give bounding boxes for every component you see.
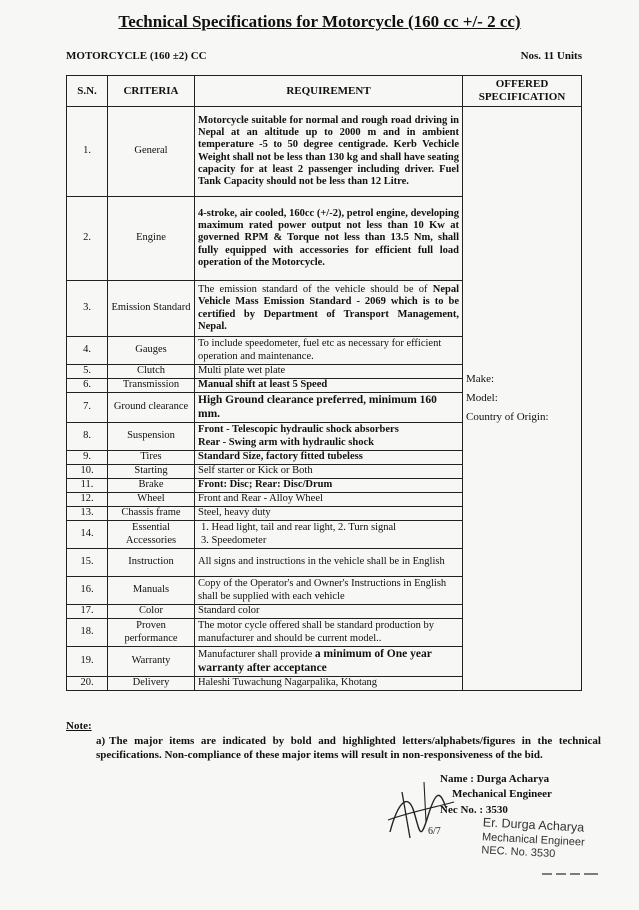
requirement-plain: The emission standard of the vehicle should be of — [198, 283, 433, 295]
row-sn: 8. — [67, 423, 108, 451]
row-criteria: Proven performance — [108, 619, 195, 647]
row-sn: 15. — [67, 549, 108, 577]
row-sn: 7. — [67, 393, 108, 423]
row-sn: 1. — [67, 107, 108, 197]
row-criteria: Gauges — [108, 337, 195, 365]
row-requirement: Copy of the Operator's and Owner's Instructions in English shall be supplied with each vehicle — [195, 577, 463, 605]
row-sn: 10. — [67, 465, 108, 479]
stamp-nec: NEC. No. 3530 — [481, 844, 556, 861]
note-text — [96, 734, 601, 763]
row-criteria: Instruction — [108, 549, 195, 577]
note-label: Note: — [66, 720, 92, 732]
table-row — [67, 107, 582, 197]
signatory-title: Mechanical Engineer — [452, 788, 552, 801]
row-requirement: Multi plate wet plate — [195, 365, 463, 379]
row-sn: 5. — [67, 365, 108, 379]
row-requirement: All signs and instructions in the vehicle shall be in English — [195, 549, 463, 577]
row-requirement: High Ground clearance preferred, minimum 160 mm. — [195, 393, 463, 423]
row-criteria: General — [108, 107, 195, 197]
header-criteria: CRITERIA — [108, 76, 195, 107]
signatory-nec: Nec No. : 3530 — [440, 803, 508, 816]
row-sn: 12. — [67, 493, 108, 507]
signatory-block — [440, 772, 552, 818]
row-criteria: Engine — [108, 197, 195, 281]
row-criteria: Ground clearance — [108, 393, 195, 423]
make-field: Make: — [466, 373, 495, 386]
row-sn: 14. — [67, 521, 108, 549]
row-criteria: Chassis frame — [108, 507, 195, 521]
row-criteria: Color — [108, 605, 195, 619]
row-sn: 6. — [67, 379, 108, 393]
requirement-bold: a minimum of One year warranty after acceptance — [198, 648, 432, 674]
signatory-name: Name : Durga Acharya — [440, 773, 550, 785]
row-criteria: Tires — [108, 451, 195, 465]
header-sn: S.N. — [67, 76, 108, 107]
row-requirement: The motor cycle offered shall be standard production by manufacturer and should be current model.. — [195, 619, 463, 647]
row-requirement — [195, 647, 463, 677]
row-sn: 16. — [67, 577, 108, 605]
row-criteria: Brake — [108, 479, 195, 493]
row-requirement: Front: Disc; Rear: Disc/Drum — [195, 479, 463, 493]
table-header-row — [67, 76, 582, 107]
signature-date: 6/7 — [428, 826, 441, 837]
header-offered: OFFERED SPECIFICATION — [463, 76, 582, 107]
row-sn: 4. — [67, 337, 108, 365]
row-requirement: Steel, heavy duty — [195, 507, 463, 521]
requirement-line: 3. Speedometer — [201, 534, 267, 546]
country-of-origin-field: Country of Origin: — [466, 410, 549, 423]
row-requirement: Standard Size, factory fitted tubeless — [195, 451, 463, 465]
row-sn: 9. — [67, 451, 108, 465]
document-title: Technical Specifications for Motorcycle (160 cc +/- 2 cc) — [118, 12, 521, 31]
row-sn: 17. — [67, 605, 108, 619]
note-marker: a) — [96, 735, 106, 747]
row-criteria: Essential Accessories — [108, 521, 195, 549]
row-sn: 13. — [67, 507, 108, 521]
row-sn: 2. — [67, 197, 108, 281]
row-requirement — [195, 423, 463, 451]
row-requirement: Self starter or Kick or Both — [195, 465, 463, 479]
row-requirement: Motorcycle suitable for normal and rough road driving in Nepal at an altitude up to 2000 m and in ambient temperature -5 to 50 degree centigrade. Kerb Vechicle Weight shall not be less than 130 kg and shall have seating capacity for at least 2 passenger including driver. Fuel Tank Capacity should not be less than 12 Litre. — [195, 107, 463, 197]
stamp-name: Er. Durga Acharya — [482, 815, 585, 835]
requirement-line: Front - Telescopic hydraulic shock absorbers — [198, 424, 399, 436]
offered-specification-cell[interactable] — [463, 107, 582, 691]
requirement-bold: Nepal Vehicle Mass Emission Standard - 2069 which is to be certified by Department of Transport Management, Nepal. — [198, 283, 459, 332]
row-criteria: Delivery — [108, 677, 195, 691]
requirement-plain: Manufacturer shall provide — [198, 649, 315, 661]
row-requirement: Front and Rear - Alloy Wheel — [195, 493, 463, 507]
row-sn: 20. — [67, 677, 108, 691]
specification-table — [66, 75, 582, 691]
row-sn: 11. — [67, 479, 108, 493]
item-heading: MOTORCYCLE (160 ±2) CC — [66, 50, 207, 62]
row-requirement: Standard color — [195, 605, 463, 619]
row-requirement: Haleshi Tuwachung Nagarpalika, Khotang — [195, 677, 463, 691]
row-requirement — [195, 281, 463, 337]
note-body: The major items are indicated by bold and highlighted letters/alphabets/figures in the technical specifications. Non-compliance of these major items will result in non-responsiveness of the bid. — [96, 735, 601, 762]
model-field: Model: — [466, 392, 498, 405]
row-criteria: Clutch — [108, 365, 195, 379]
row-sn: 18. — [67, 619, 108, 647]
quantity-label: Nos. 11 Units — [520, 50, 582, 62]
row-criteria: Emission Standard — [108, 281, 195, 337]
row-criteria: Starting — [108, 465, 195, 479]
row-requirement: Manual shift at least 5 Speed — [195, 379, 463, 393]
row-criteria: Transmission — [108, 379, 195, 393]
requirement-line: 1. Head light, tail and rear light, 2. Turn signal — [201, 522, 397, 534]
requirement-line: Rear - Swing arm with hydraulic shock — [198, 436, 374, 448]
stamp-title: Mechanical Engineer — [481, 830, 585, 849]
row-sn: 3. — [67, 281, 108, 337]
row-requirement: To include speedometer, fuel etc as necessary for efficient operation and maintenance. — [195, 337, 463, 365]
row-requirement: 4-stroke, air cooled, 160cc (+/-2), petrol engine, developing maximum rated power output not less than 10 Kw at governed RPM & Torque not less than 13.5 Nm, shall fully equipped with accessories for efficient full load operation of the Motorcycle. — [195, 197, 463, 281]
decorative-dashes — [540, 870, 600, 878]
header-requirement: REQUIREMENT — [195, 76, 463, 107]
row-criteria: Suspension — [108, 423, 195, 451]
row-requirement — [195, 521, 463, 549]
row-criteria: Warranty — [108, 647, 195, 677]
row-criteria: Manuals — [108, 577, 195, 605]
official-stamp — [481, 815, 586, 863]
row-sn: 19. — [67, 647, 108, 677]
row-criteria: Wheel — [108, 493, 195, 507]
